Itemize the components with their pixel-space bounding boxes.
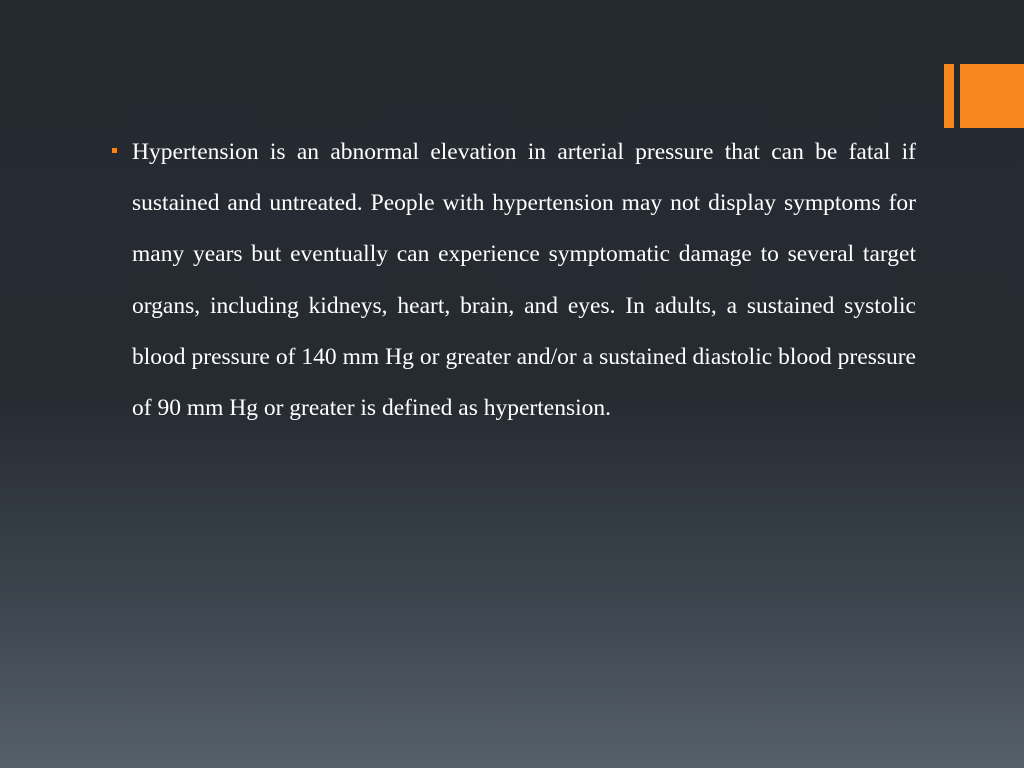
- square-bullet-icon: [112, 148, 117, 153]
- slide-content: [108, 127, 916, 434]
- accent-bar-thick: [960, 64, 1024, 128]
- bullet-text: Hypertension is an abnormal elevation in arterial pressure that can be fatal if sustained and untreated. People with hypertension may not display symptoms for many years but eventually can experience symptomatic damage to several target organs, including kidneys, heart, brain, and eyes. In adults, a sustained systolic blood pressure of 140 mm Hg or greater and/or a sustained diastolic blood pressure of 90 mm Hg or greater is defined as hypertension.: [132, 139, 916, 422]
- accent-bar-thin: [944, 64, 954, 128]
- bullet-item: [108, 127, 916, 434]
